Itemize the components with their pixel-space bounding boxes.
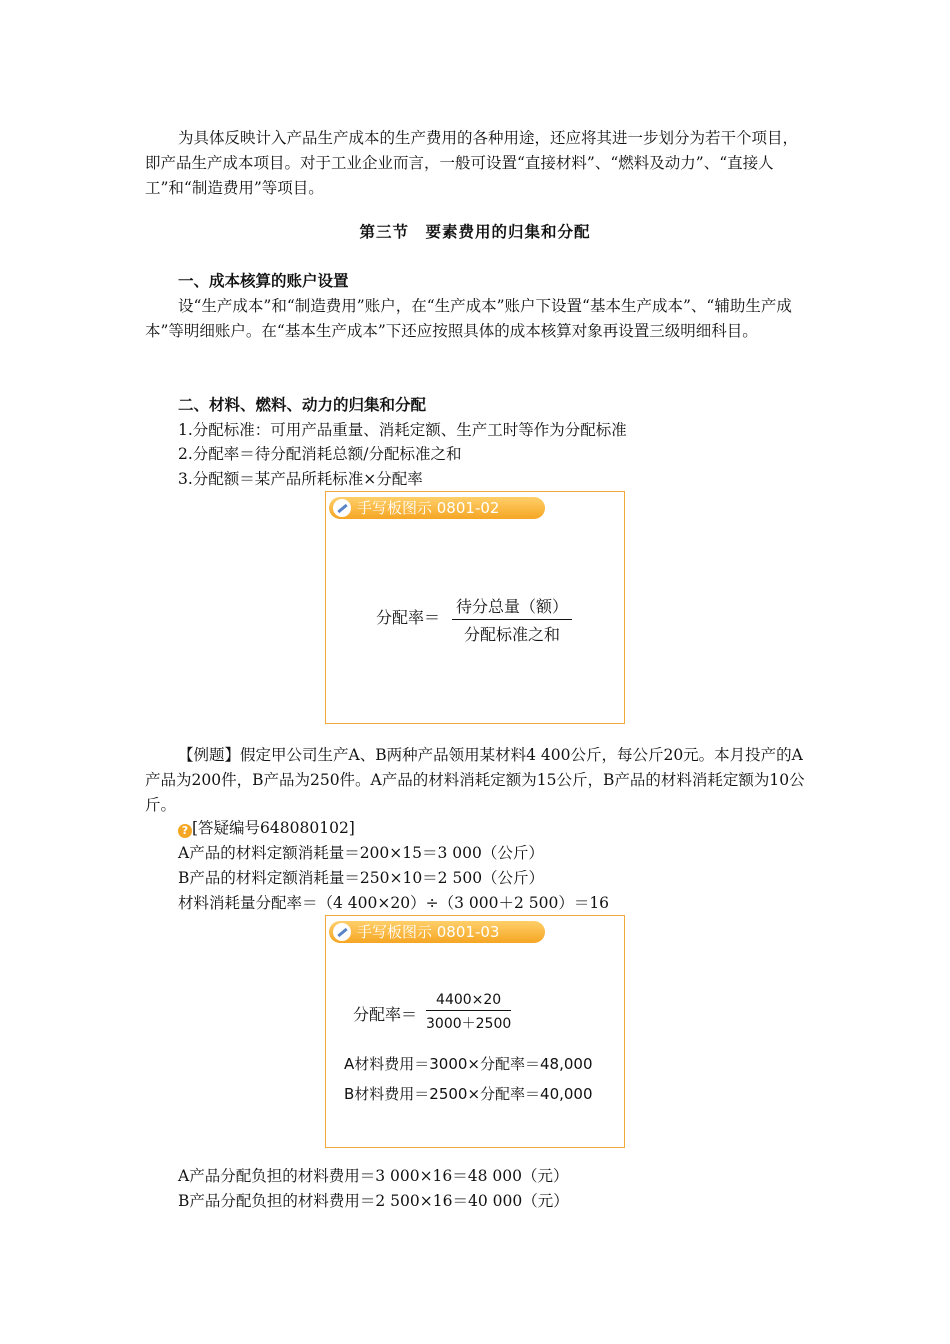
board-tag: 手写板图示 0801-03 <box>329 921 545 943</box>
list-item: 2.分配率＝待分配消耗总额/分配标准之和 <box>178 445 462 463</box>
handwriting-board-0801-02 <box>325 491 625 724</box>
heading-account-setup: 一、成本核算的账户设置 <box>178 272 349 290</box>
list-item: 1.分配标准：可用产品重量、消耗定额、生产工时等作为分配标准 <box>178 421 627 439</box>
formula-lhs: 分配率＝ <box>376 608 441 627</box>
calc-line: 材料消耗量分配率＝（4 400×20）÷（3 000＋2 500）＝16 <box>178 894 610 912</box>
result-line: B产品分配负担的材料费用＝2 500×16＝40 000（元） <box>178 1192 569 1210</box>
pencil-icon <box>333 499 351 517</box>
qa-reference[interactable]: ? [答疑编号648080102] <box>178 818 355 838</box>
heading-material-allocation: 二、材料、燃料、动力的归集和分配 <box>178 396 427 414</box>
result-line: A产品分配负担的材料费用＝3 000×16＝48 000（元） <box>178 1167 569 1185</box>
fraction-denominator: 3000＋2500 <box>426 1016 512 1032</box>
account-setup-paragraph: 设“生产成本”和“制造费用”账户，在“生产成本”账户下设置“基本生产成本”、“辅助生产成本”等明细账户。在“基本生产成本”下还应按照具体的成本核算对象再设置三级明细科目。 <box>145 297 792 340</box>
fraction-numerator: 待分总量（额） <box>452 594 572 620</box>
example-paragraph: 【例题】假定甲公司生产A、B两种产品领用某材料4 400公斤，每公斤20元。本月投产的A产品为200件，B产品为250件。A产品的材料消耗定额为15公斤，B产品的材料消耗定额为10公斤。 <box>145 746 805 814</box>
intro-paragraph: 为具体反映计入产品生产成本的生产费用的各种用途，还应将其进一步划分为若干个项目，即产品生产成本项目。对于工业企业而言，一般可设置“直接材料”、“燃料及动力”、“直接人工”和“制造费用”等项目。 <box>145 129 799 197</box>
list-item: 3.分配额＝某产品所耗标准×分配率 <box>178 470 423 488</box>
formula-lhs: 分配率＝ <box>353 1005 418 1024</box>
calc-line: A产品的材料定额消耗量＝200×15＝3 000（公斤） <box>178 844 544 862</box>
fraction-numerator: 4400×20 <box>426 992 511 1011</box>
board-tag: 手写板图示 0801-02 <box>329 497 545 519</box>
question-icon: ? <box>178 824 192 838</box>
pencil-icon <box>333 923 351 941</box>
formula-fraction <box>426 992 511 1033</box>
formula-fraction <box>452 594 572 645</box>
section-title: 第三节 要素费用的归集和分配 <box>359 223 591 241</box>
calc-line: B产品的材料定额消耗量＝250×10＝2 500（公斤） <box>178 869 545 887</box>
handwriting-board-0801-03 <box>325 915 625 1148</box>
fraction-denominator: 分配标准之和 <box>464 625 561 644</box>
material-cost-b: B材料费用＝2500×分配率＝40,000 <box>344 1085 593 1103</box>
material-cost-a: A材料费用＝3000×分配率＝48,000 <box>344 1055 593 1073</box>
